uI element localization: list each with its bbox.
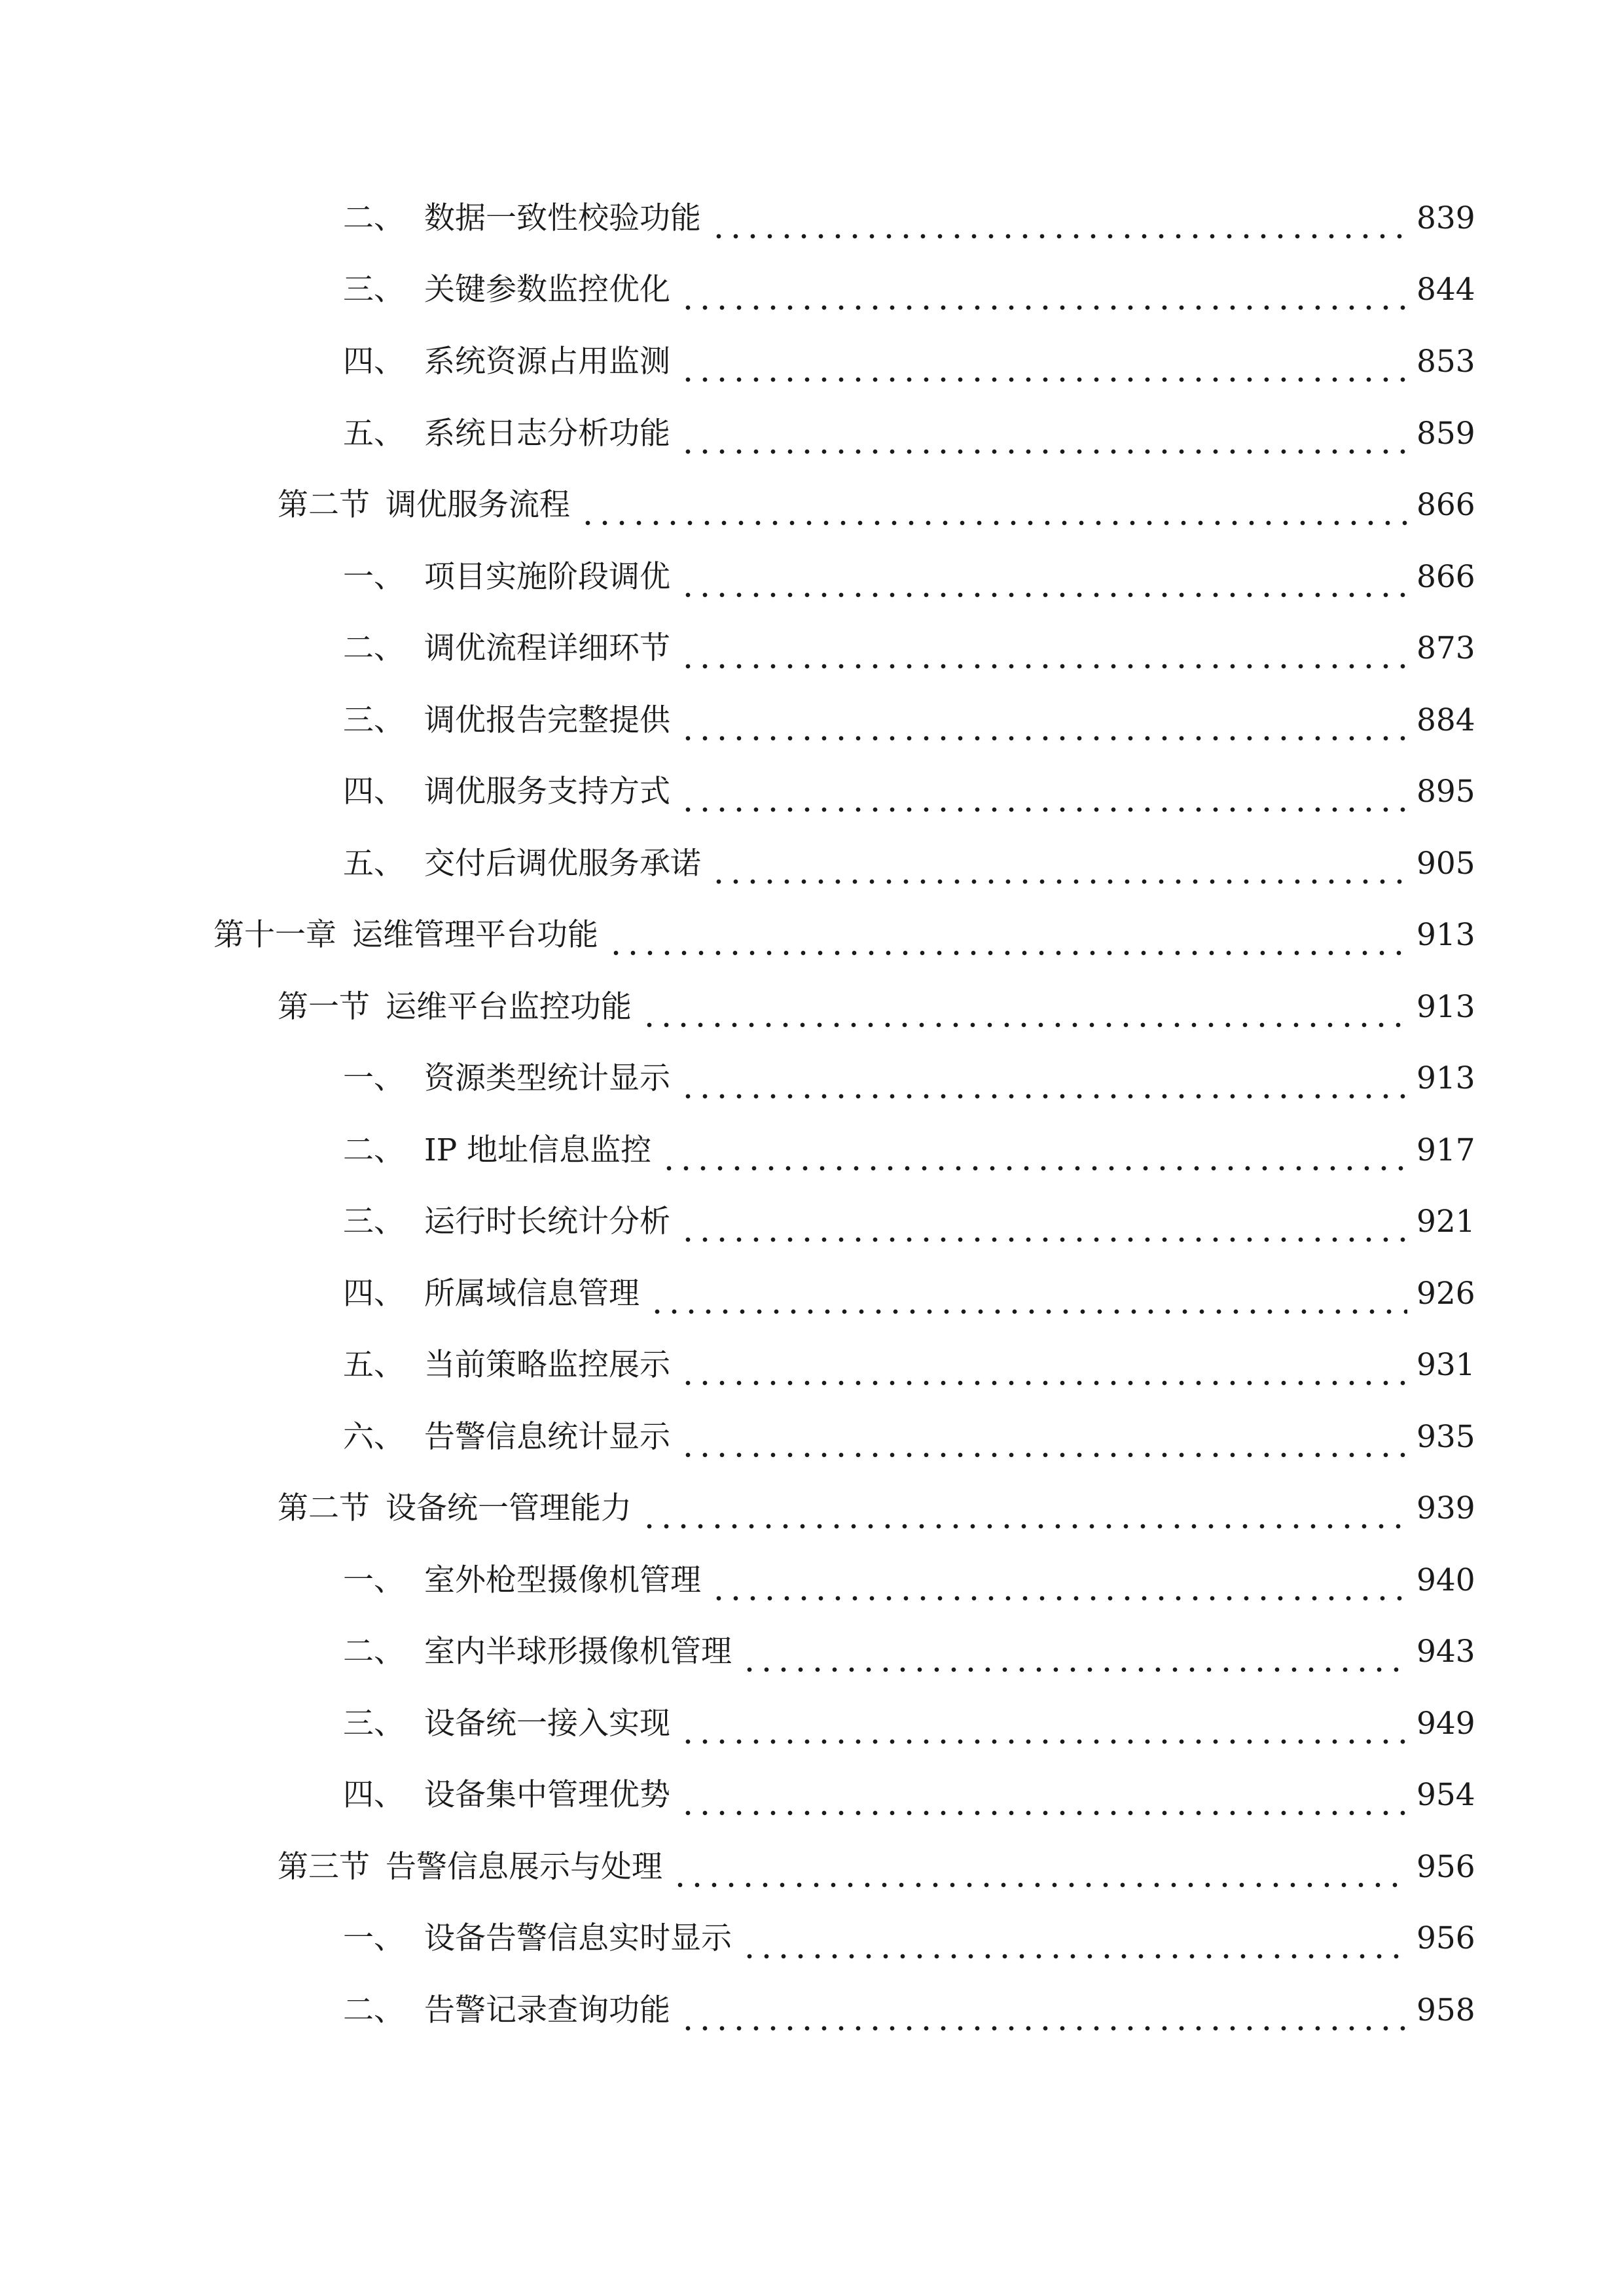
dot-leader <box>649 1271 1407 1317</box>
entry-page-number: 913 <box>1416 917 1475 953</box>
entry-title: 设备集中管理优势 <box>424 1777 670 1813</box>
entry-title: 设备统一接入实现 <box>424 1706 670 1742</box>
dot-leader <box>641 1486 1407 1532</box>
entry-number: 四、 <box>343 1777 405 1813</box>
entry-page-number: 853 <box>1416 344 1475 380</box>
toc-entry[interactable] <box>343 1558 1475 1604</box>
entry-page-number: 866 <box>1416 559 1475 595</box>
entry-page-number: 958 <box>1416 1992 1475 2028</box>
entry-title: 当前策略监控展示 <box>424 1347 670 1383</box>
entry-number: 四、 <box>343 1276 405 1312</box>
entry-page-number: 844 <box>1416 272 1475 308</box>
entry-title: 系统资源占用监测 <box>424 344 670 380</box>
entry-number: 一、 <box>343 559 405 595</box>
entry-number: 二、 <box>343 200 405 236</box>
entry-title: 数据一致性校验功能 <box>424 200 701 236</box>
entry-title: 室内半球形摄像机管理 <box>424 1634 732 1670</box>
entry-number: 五、 <box>343 416 405 452</box>
toc-entry[interactable] <box>343 554 1475 600</box>
toc-entry[interactable] <box>343 626 1475 672</box>
toc-entry[interactable] <box>343 1988 1475 2034</box>
entry-title: 设备告警信息实时显示 <box>424 1920 732 1956</box>
toc-entry[interactable] <box>343 1271 1475 1317</box>
dot-leader <box>679 1199 1407 1245</box>
entry-title: 调优流程详细环节 <box>424 630 670 666</box>
dot-leader <box>679 1342 1407 1388</box>
entry-title: 调优服务支持方式 <box>424 774 670 810</box>
entry-title: 告警信息统计显示 <box>424 1419 670 1455</box>
toc-entry[interactable] <box>343 1916 1475 1962</box>
toc-entry[interactable] <box>343 1199 1475 1245</box>
entry-number: 第三节 <box>278 1849 370 1885</box>
entry-title: 运行时长统计分析 <box>424 1204 670 1240</box>
entry-title: 设备统一管理能力 <box>386 1490 632 1526</box>
entry-number: 一、 <box>343 1562 405 1598</box>
entry-title: 告警记录查询功能 <box>424 1992 670 2028</box>
toc-entry[interactable] <box>343 339 1475 385</box>
dot-leader <box>660 1128 1407 1174</box>
entry-page-number: 905 <box>1416 846 1475 882</box>
entry-title: 资源类型统计显示 <box>424 1060 670 1096</box>
entry-number: 四、 <box>343 774 405 810</box>
entry-page-number: 954 <box>1416 1777 1475 1813</box>
entry-page-number: 859 <box>1416 416 1475 452</box>
entry-title: 调优报告完整提供 <box>424 702 670 738</box>
dot-leader <box>679 769 1407 815</box>
entry-page-number: 917 <box>1416 1132 1475 1168</box>
dot-leader <box>679 1056 1407 1102</box>
toc-entry[interactable] <box>278 1486 1475 1532</box>
entry-title: 运维平台监控功能 <box>386 989 632 1025</box>
dot-leader <box>679 698 1407 744</box>
entry-page-number: 895 <box>1416 774 1475 810</box>
dot-leader <box>679 411 1407 457</box>
entry-title: 运维管理平台功能 <box>352 917 598 953</box>
entry-number: 二、 <box>343 1992 405 2028</box>
entry-number: 第二节 <box>278 1490 370 1526</box>
dot-leader <box>607 912 1407 958</box>
dot-leader <box>679 1772 1407 1818</box>
toc-entry[interactable] <box>343 267 1475 313</box>
entry-number: 二、 <box>343 630 405 666</box>
entry-page-number: 873 <box>1416 630 1475 666</box>
entry-page-number: 913 <box>1416 989 1475 1025</box>
entry-page-number: 926 <box>1416 1276 1475 1312</box>
toc-entry[interactable] <box>343 698 1475 744</box>
entry-page-number: 956 <box>1416 1920 1475 1956</box>
toc-entry[interactable] <box>343 196 1475 242</box>
toc-entry[interactable] <box>343 841 1475 887</box>
entry-title: 所属域信息管理 <box>424 1276 640 1312</box>
entry-number: 三、 <box>343 1204 405 1240</box>
entry-page-number: 949 <box>1416 1706 1475 1742</box>
entry-number: 第一节 <box>278 989 370 1025</box>
entry-title: 调优服务流程 <box>386 487 570 523</box>
dot-leader <box>679 1988 1407 2034</box>
entry-page-number: 940 <box>1416 1562 1475 1598</box>
entry-title: 系统日志分析功能 <box>424 416 670 452</box>
entry-page-number: 931 <box>1416 1347 1475 1383</box>
entry-page-number: 884 <box>1416 702 1475 738</box>
entry-number: 二、 <box>343 1634 405 1670</box>
entry-number: 一、 <box>343 1060 405 1096</box>
entry-number: 二、 <box>343 1132 405 1168</box>
entry-page-number: 939 <box>1416 1490 1475 1526</box>
entry-page-number: 913 <box>1416 1060 1475 1096</box>
entry-number: 四、 <box>343 344 405 380</box>
entry-number: 三、 <box>343 272 405 308</box>
dot-leader <box>679 1701 1407 1747</box>
toc-entry[interactable] <box>213 912 1475 958</box>
dot-leader <box>710 196 1407 242</box>
entry-number: 第二节 <box>278 487 370 523</box>
dot-leader <box>710 1558 1407 1604</box>
toc-entry[interactable] <box>343 1342 1475 1388</box>
dot-leader <box>710 841 1407 887</box>
toc-entry[interactable] <box>278 984 1475 1030</box>
entry-number: 五、 <box>343 1347 405 1383</box>
toc-entry[interactable] <box>343 1414 1475 1460</box>
toc-entry[interactable] <box>343 1772 1475 1818</box>
entry-title: 关键参数监控优化 <box>424 272 670 308</box>
entry-number: 三、 <box>343 702 405 738</box>
dot-leader <box>679 267 1407 313</box>
toc-entry[interactable] <box>343 769 1475 815</box>
entry-page-number: 921 <box>1416 1204 1475 1240</box>
dot-leader <box>579 482 1407 528</box>
dot-leader <box>679 554 1407 600</box>
entry-page-number: 956 <box>1416 1849 1475 1885</box>
entry-number: 第十一章 <box>213 917 336 953</box>
toc-entry[interactable] <box>343 1056 1475 1102</box>
dot-leader <box>641 984 1407 1030</box>
entry-page-number: 839 <box>1416 200 1475 236</box>
entry-title: 交付后调优服务承诺 <box>424 846 701 882</box>
dot-leader <box>679 626 1407 672</box>
toc-entry[interactable] <box>343 1701 1475 1747</box>
dot-leader <box>679 1414 1407 1460</box>
entry-number: 一、 <box>343 1920 405 1956</box>
entry-title: IP 地址信息监控 <box>424 1132 652 1168</box>
entry-number: 三、 <box>343 1706 405 1742</box>
dot-leader <box>741 1916 1407 1962</box>
entry-page-number: 866 <box>1416 487 1475 523</box>
toc-entry[interactable] <box>343 1128 1475 1174</box>
entry-number: 六、 <box>343 1419 405 1455</box>
toc-entry[interactable] <box>278 1844 1475 1890</box>
dot-leader <box>672 1844 1407 1890</box>
entry-number: 五、 <box>343 846 405 882</box>
entry-page-number: 943 <box>1416 1634 1475 1670</box>
toc-entry[interactable] <box>343 1629 1475 1675</box>
dot-leader <box>679 339 1407 385</box>
toc-entry[interactable] <box>278 482 1475 528</box>
entry-title: 告警信息展示与处理 <box>386 1849 662 1885</box>
toc-entry[interactable] <box>343 411 1475 457</box>
dot-leader <box>741 1629 1407 1675</box>
entry-page-number: 935 <box>1416 1419 1475 1455</box>
entry-title: 室外枪型摄像机管理 <box>424 1562 701 1598</box>
entry-title: 项目实施阶段调优 <box>424 559 670 595</box>
